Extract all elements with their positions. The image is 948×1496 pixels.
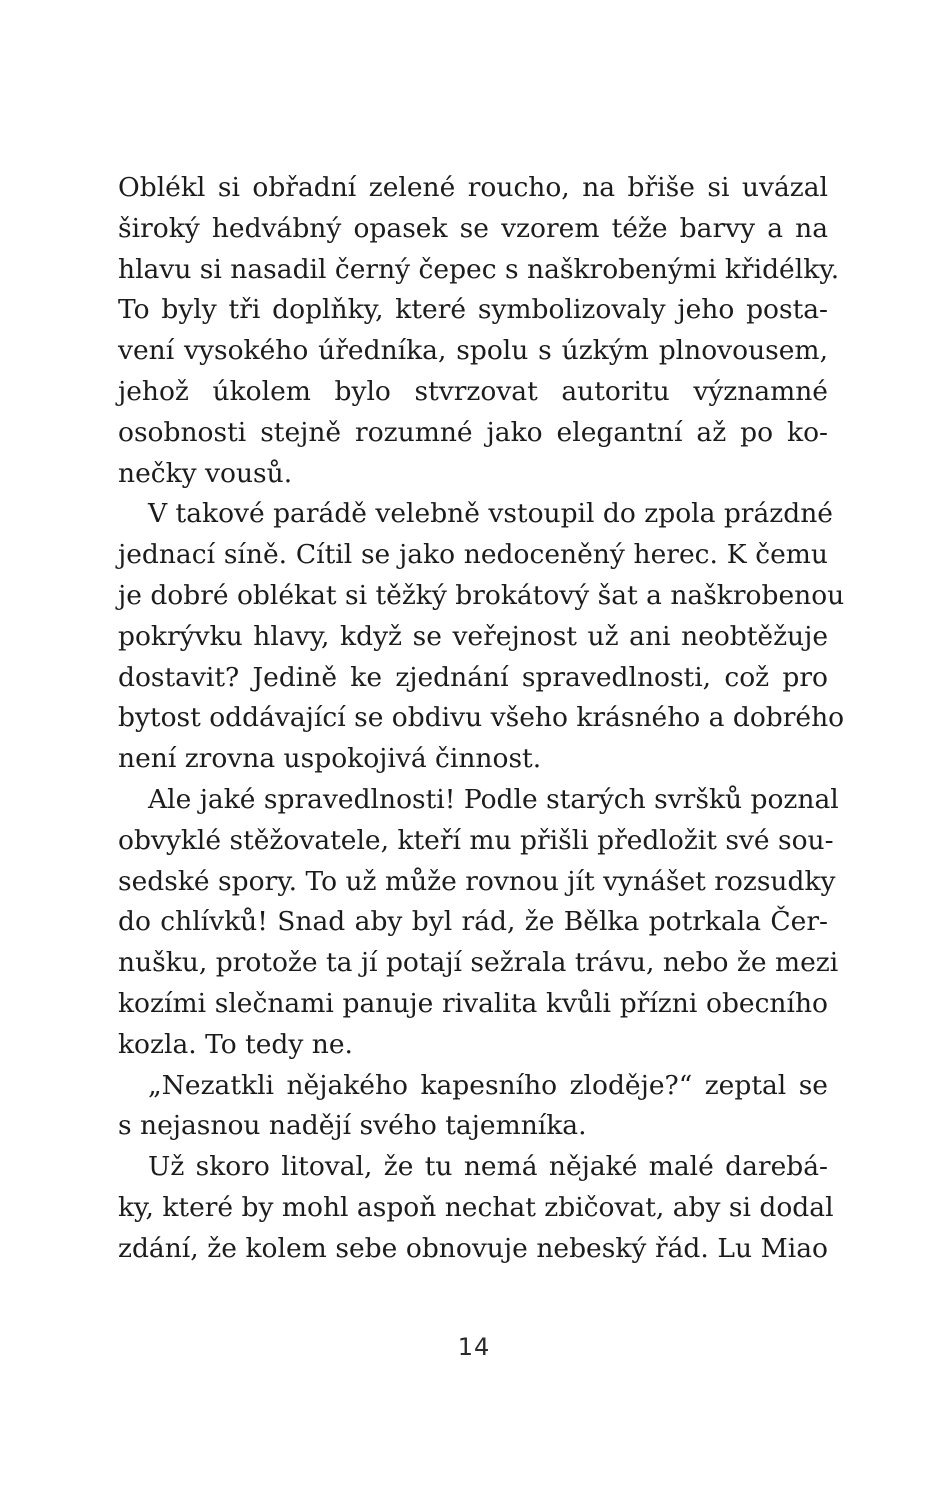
text-line: jednací síně. Cítil se jako nedoceněný herec. K čemu <box>118 539 828 571</box>
text-line: sedské spory. To už může rovnou jít vynášet rozsudky <box>118 865 836 897</box>
text-line: obvyklé stěžovatele, kteří mu přišli předložit své sou- <box>118 824 834 856</box>
text-line: nečky vousů. <box>118 457 293 489</box>
text-line: „Nezatkli nějakého kapesního zloděje?“ zeptal se <box>148 1069 828 1101</box>
text-line: zdání, že kolem sebe obnovuje nebeský řád. Lu Miao <box>118 1232 828 1264</box>
text-line: To byly tři doplňky, které symbolizovaly jeho posta- <box>118 294 828 326</box>
text-line: s nejasnou nadějí svého tajemníka. <box>118 1110 587 1142</box>
text-line: kozla. To tedy ne. <box>118 1028 353 1060</box>
text-line: hlavu si nasadil černý čepec s naškrobenými křidélky. <box>118 253 840 285</box>
text-line: osobnosti stejně rozumné jako elegantní až po ko- <box>118 416 828 448</box>
text-line: nušku, protože ta jí potají sežrala trávu, nebo že mezi <box>118 947 839 979</box>
body-text <box>118 168 845 1270</box>
text-line: dostavit? Jedině ke zjednání spravedlnosti, což pro <box>118 661 828 693</box>
text-line: ky, které by mohl aspoň nechat zbičovat, aby si dodal <box>118 1191 834 1223</box>
text-line: pokrývku hlavy, když se veřejnost už ani neobtěžuje <box>118 620 828 652</box>
text-line: bytost oddávající se obdivu všeho krásného a dobrého <box>118 702 845 734</box>
text-line: Už skoro litoval, že tu nemá nějaké malé darebá- <box>148 1151 828 1183</box>
text-line: je dobré oblékat si těžký brokátový šat a naškrobenou <box>118 579 845 611</box>
text-line: kozími slečnami panuje rivalita kvůli přízni obecního <box>118 987 828 1019</box>
text-line: široký hedvábný opasek se vzorem téže barvy a na <box>118 212 828 244</box>
text-line: vení vysokého úředníka, spolu s úzkým plnovousem, <box>118 335 828 367</box>
text-line: Oblékl si obřadní zelené roucho, na břiše si uvázal <box>118 172 828 203</box>
page-number: 14 <box>457 1333 491 1361</box>
text-line: do chlívků! Snad aby byl rád, že Bělka potrkala Čer- <box>118 906 828 938</box>
text-line: jehož úkolem bylo stvrzovat autoritu významné <box>118 375 828 407</box>
text-line: Ale jaké spravedlnosti! Podle starých svršků poznal <box>148 783 839 815</box>
text-line: V takové parádě velebně vstoupil do zpola prázdné <box>148 498 833 530</box>
text-line: není zrovna uspokojivá činnost. <box>118 743 542 775</box>
